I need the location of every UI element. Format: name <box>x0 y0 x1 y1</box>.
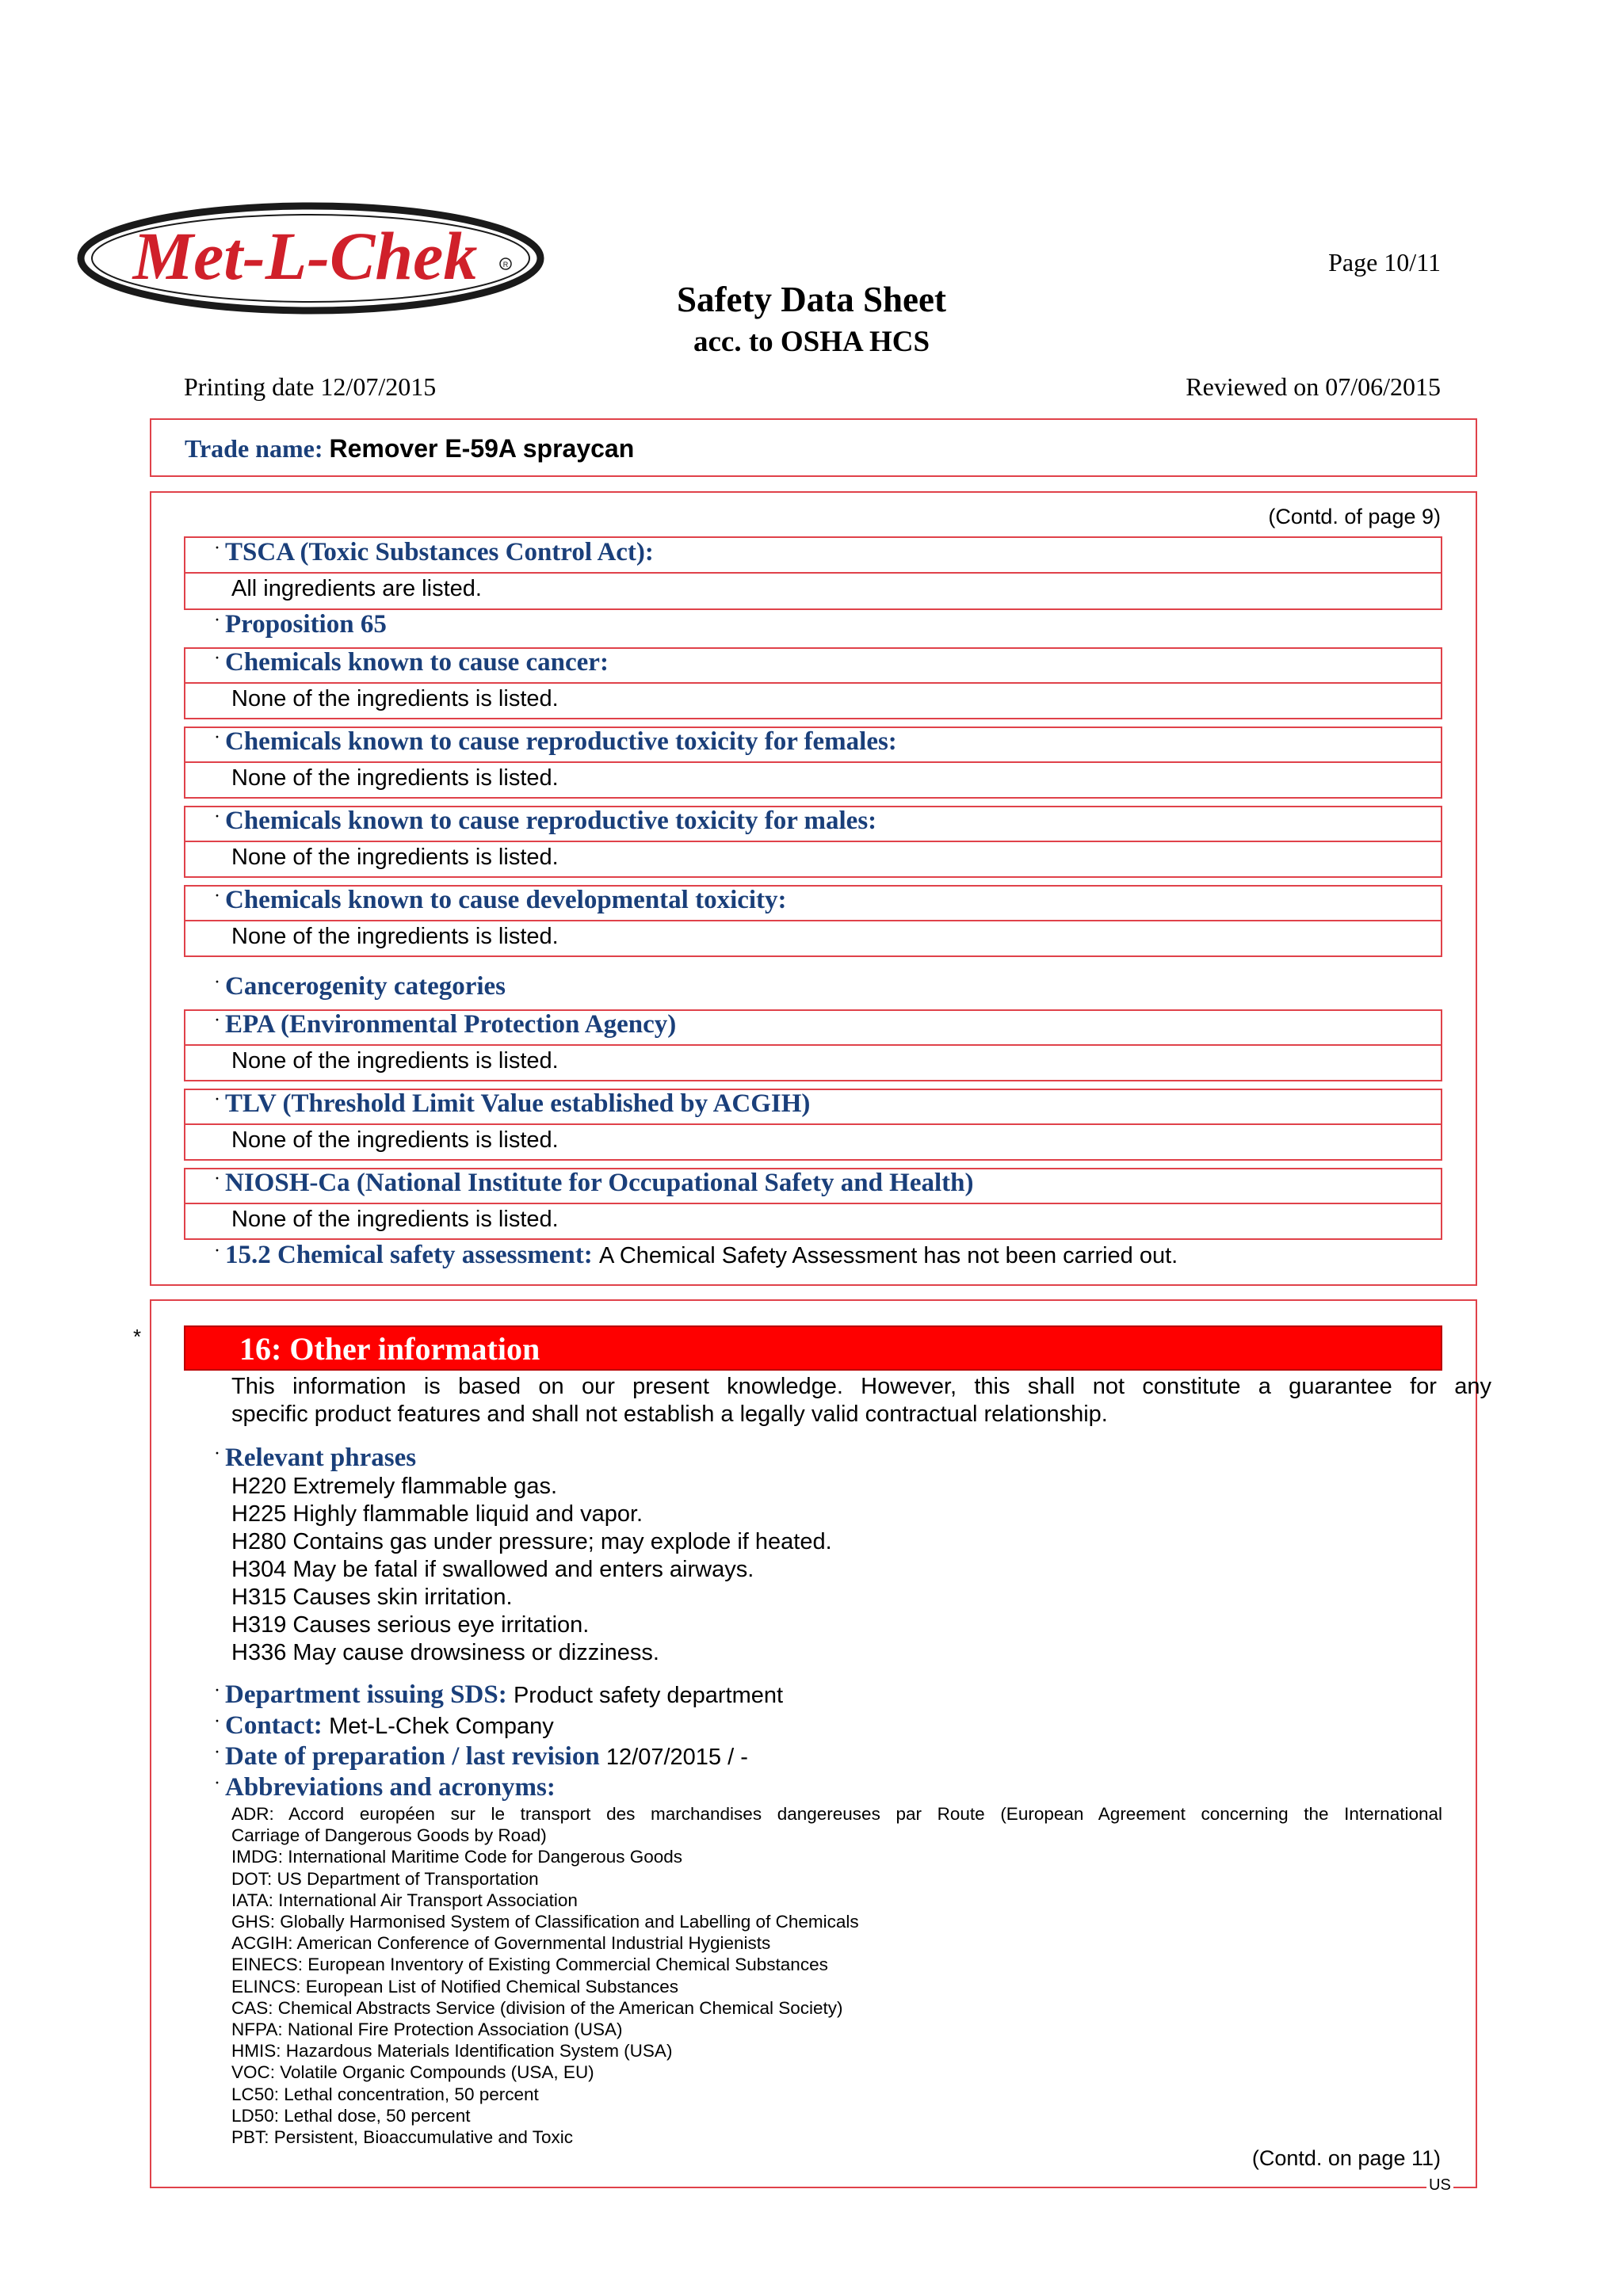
repro-females-heading: · Chemicals known to cause reproductive toxicity for females: <box>214 727 897 756</box>
contact-text: Met-L-Chek Company <box>329 1714 554 1739</box>
repro-males-heading: · Chemicals known to cause reproductive toxicity for males: <box>214 807 877 835</box>
abbr-item: ACGIH: American Conference of Governmental Industrial Hygienists <box>231 1933 771 1954</box>
country-tag: US <box>1426 2176 1453 2195</box>
abbreviations-heading: · Abbreviations and acronyms: <box>214 1773 556 1802</box>
trade-name-box <box>150 418 1477 477</box>
trade-name-value: Remover E-59A spraycan <box>329 434 635 463</box>
csa-text: A Chemical Safety Assessment has not been carried out. <box>599 1243 1178 1268</box>
revision-star: * <box>133 1325 142 1348</box>
abbr-item: LC50: Lethal concentration, 50 percent <box>231 2084 539 2104</box>
devtox-divider <box>184 920 1442 921</box>
reviewed-date: Reviewed on 07/06/2015 <box>1186 372 1441 401</box>
repro-males-text: None of the ingredients is listed. <box>231 845 559 870</box>
chemical-safety-assessment: · 15.2 Chemical safety assessment: A Chemical Safety Assessment has not been carried out. <box>214 1241 1178 1269</box>
date-of-preparation: · Date of preparation / last revision 12/07/2015 / - <box>214 1742 748 1771</box>
phrase-item: H304 May be fatal if swallowed and enters airways. <box>231 1557 754 1582</box>
abbr-item: DOT: US Department of Transportation <box>231 1868 539 1889</box>
intro-line-2: specific product features and shall not establish a legally valid contractual relationship. <box>231 1402 1108 1427</box>
cancer-heading: · Chemicals known to cause cancer: <box>214 648 609 677</box>
contd-from-note: (Contd. of page 9) <box>1268 505 1441 528</box>
document-title: Safety Data Sheet <box>677 280 946 319</box>
tsca-divider <box>184 572 1442 574</box>
phrase-item: H336 May cause drowsiness or dizziness. <box>231 1640 659 1665</box>
section-16-title: 16: Other information <box>239 1331 540 1367</box>
phrase-item: H315 Causes skin irritation. <box>231 1585 513 1610</box>
cancer-divider <box>184 682 1442 684</box>
niosh-divider <box>184 1203 1442 1204</box>
department-issuing-sds: · Department issuing SDS: Product safety department <box>214 1680 784 1709</box>
abbreviations-list <box>231 1803 1442 2148</box>
page-number: Page 10/11 <box>1328 248 1441 277</box>
abbr-item: ADR: Accord européen sur le transport des marchandises dangereuses par Route (European Agreement concerning the International <box>231 1804 1442 1824</box>
abbr-item: PBT: Persistent, Bioaccumulative and Toxic <box>231 2127 574 2148</box>
section-16-intro <box>231 1373 1491 1428</box>
abbr-item: LD50: Lethal dose, 50 percent <box>231 2105 471 2126</box>
devtox-text: None of the ingredients is listed. <box>231 924 559 949</box>
tlv-heading: · TLV (Threshold Limit Value established by ACGIH) <box>214 1089 811 1118</box>
tlv-text: None of the ingredients is listed. <box>231 1127 559 1153</box>
abbr-item: CAS: Chemical Abstracts Service (division of the American Chemical Society) <box>231 1997 843 2018</box>
epa-divider <box>184 1044 1442 1046</box>
phrase-item: H220 Extremely flammable gas. <box>231 1474 557 1499</box>
abbr-item: IMDG: International Maritime Code for Dangerous Goods <box>231 1847 683 1867</box>
phrase-item: H280 Contains gas under pressure; may explode if heated. <box>231 1529 832 1554</box>
abbr-item: IATA: International Air Transport Association <box>231 1890 578 1910</box>
relevant-phrases-list <box>231 1473 832 1667</box>
repro-females-text: None of the ingredients is listed. <box>231 765 559 791</box>
abbr-item: GHS: Globally Harmonised System of Classification and Labelling of Chemicals <box>231 1912 859 1932</box>
epa-text: None of the ingredients is listed. <box>231 1048 559 1074</box>
epa-heading: · EPA (Environmental Protection Agency) <box>214 1010 677 1039</box>
section-16-title-bar <box>184 1325 1442 1371</box>
cancerogenity-heading: · Cancerogenity categories <box>214 972 506 1001</box>
printing-date: Printing date 12/07/2015 <box>184 372 437 401</box>
abbr-item: HMIS: Hazardous Materials Identification System (USA) <box>231 2041 673 2061</box>
repro-males-divider <box>184 841 1442 842</box>
trade-name-label: Trade name: Remover E-59A spraycan <box>185 434 635 463</box>
cancer-text: None of the ingredients is listed. <box>231 686 559 711</box>
intro-line-1: This information is based on our present knowledge. However, this shall not constitute a guarantee for any <box>231 1374 1491 1399</box>
niosh-heading: · NIOSH-Ca (National Institute for Occupational Safety and Health) <box>214 1169 974 1197</box>
date-text: 12/07/2015 / - <box>605 1745 748 1770</box>
tsca-heading: · TSCA (Toxic Substances Control Act): <box>214 538 654 566</box>
contact-line: · Contact: Met-L-Chek Company <box>214 1711 554 1740</box>
phrase-item: H225 Highly flammable liquid and vapor. <box>231 1501 643 1527</box>
abbr-item: VOC: Volatile Organic Compounds (USA, EU) <box>231 2062 594 2083</box>
svg-text:R: R <box>502 261 509 269</box>
devtox-heading: · Chemicals known to cause developmental toxicity: <box>214 886 787 914</box>
niosh-text: None of the ingredients is listed. <box>231 1207 559 1232</box>
tsca-text: All ingredients are listed. <box>231 576 482 601</box>
abbr-item: EINECS: European Inventory of Existing Commercial Chemical Substances <box>231 1955 828 1975</box>
relevant-phrases-heading: · Relevant phrases <box>214 1444 417 1472</box>
abbr-item: Carriage of Dangerous Goods by Road) <box>231 1825 547 1846</box>
contd-on-note: (Contd. on page 11) <box>1251 2146 1441 2170</box>
phrase-item: H319 Causes serious eye irritation. <box>231 1612 590 1638</box>
document-subtitle: acc. to OSHA HCS <box>693 326 930 358</box>
prop65-heading: · Proposition 65 <box>214 610 387 639</box>
department-text: Product safety department <box>513 1683 784 1708</box>
tlv-divider <box>184 1123 1442 1125</box>
repro-females-divider <box>184 761 1442 763</box>
abbr-item: ELINCS: European List of Notified Chemical Substances <box>231 1976 679 1997</box>
svg-text:Met-L-Chek: Met-L-Chek <box>132 218 478 294</box>
abbr-item: NFPA: National Fire Protection Association (USA) <box>231 2019 623 2040</box>
